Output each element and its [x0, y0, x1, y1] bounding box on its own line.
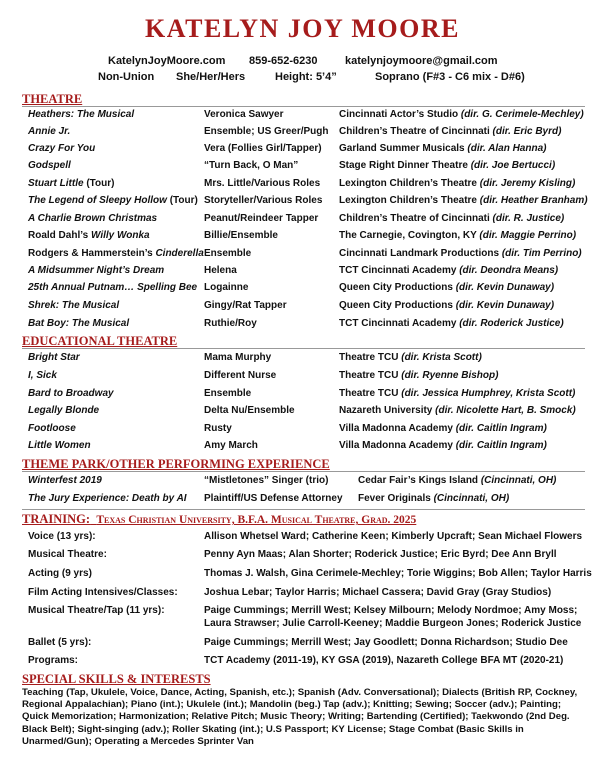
show-title: The Jury Experience: Death by AI	[28, 493, 187, 504]
role: Billie/Ensemble	[204, 230, 278, 241]
credit-row	[0, 126, 605, 143]
role: “Mistletones” Singer (trio)	[204, 475, 329, 486]
section-theme-park-heading: THEME PARK/OTHER PERFORMING EXPERIENCE	[22, 457, 330, 471]
credit-row	[0, 160, 605, 177]
director: (dir. Kevin Dunaway)	[455, 300, 555, 311]
show-title: A Charlie Brown Christmas	[28, 213, 158, 224]
venue-name: Queen City Productions	[339, 300, 453, 311]
venue	[339, 178, 575, 189]
training-value: Penny Ayn Maas; Alan Shorter; Roderick Justice; Eric Byrd; Dee Ann Bryll	[204, 549, 557, 560]
role: Storyteller/Various Roles	[204, 195, 323, 206]
show-title	[28, 195, 198, 206]
show-name: The Legend of Sleepy Hollow	[28, 195, 167, 206]
role: Veronica Sawyer	[204, 109, 284, 120]
venue	[358, 493, 509, 504]
show-title: I, Sick	[28, 370, 57, 381]
venue	[339, 352, 482, 363]
show-title: Crazy For You	[28, 143, 96, 154]
show-title	[28, 248, 204, 259]
venue	[339, 388, 575, 399]
venue-name: Theatre TCU	[339, 388, 399, 399]
training-label: Voice (13 yrs):	[28, 531, 96, 542]
show-title: 25th Annual Putnam… Spelling Bee	[28, 282, 198, 293]
venue-name: TCT Cincinnati Academy	[339, 318, 457, 329]
show-title: Heathers: The Musical	[28, 109, 135, 120]
venue-name: TCT Cincinnati Academy	[339, 265, 457, 276]
show-title: Little Women	[28, 440, 91, 451]
credit-row	[0, 109, 605, 126]
show-title: Godspell	[28, 160, 71, 171]
director: (dir. Jessica Humphrey, Krista Scott)	[401, 388, 576, 399]
divider	[22, 348, 585, 349]
divider	[22, 106, 585, 107]
venue-name: Fever Originals	[358, 493, 431, 504]
venue-name: Lexington Children’s Theatre	[339, 195, 477, 206]
resume-name: KATELYN JOY MOORE	[145, 14, 460, 43]
role: Mama Murphy	[204, 352, 272, 363]
role: Ensemble; US Greer/Pugh	[204, 126, 329, 137]
training-label: Film Acting Intensives/Classes:	[28, 587, 178, 598]
role: Mrs. Little/Various Roles	[204, 178, 321, 189]
show-note: (Tour)	[86, 178, 115, 189]
role: Gingy/Rat Tapper	[204, 300, 287, 311]
training-value: Paige Cummings; Merrill West; Kelsey Milbourn; Melody Nordmoe; Amy Moss;	[204, 605, 578, 616]
credit-row	[0, 178, 605, 195]
venue-name: Nazareth University	[339, 405, 433, 416]
credit-row	[0, 300, 605, 317]
phone: 859-652-6230	[249, 55, 318, 67]
director: (dir. Maggie Perrino)	[479, 230, 577, 241]
venue	[358, 475, 556, 486]
director: (dir. Jeremy Kisling)	[479, 178, 576, 189]
role: Delta Nu/Ensemble	[204, 405, 295, 416]
role: Ensemble	[204, 388, 252, 399]
venue	[339, 370, 498, 381]
director: (dir. Deondra Means)	[459, 265, 559, 276]
credit-row	[0, 475, 605, 492]
union-status: Non-Union	[98, 71, 155, 83]
section-theatre-heading: THEATRE	[22, 92, 83, 106]
role: Ruthie/Roy	[204, 318, 257, 329]
venue-name: The Carnegie, Covington, KY	[339, 230, 477, 241]
show-title: Footloose	[28, 423, 76, 434]
role: Amy March	[204, 440, 258, 451]
venue	[339, 405, 576, 416]
venue	[339, 126, 561, 137]
venue	[339, 143, 546, 154]
director: (dir. Eric Byrd)	[492, 126, 562, 137]
show-title: Bat Boy: The Musical	[28, 318, 130, 329]
divider	[22, 509, 585, 510]
email[interactable]: katelynjoymoore@gmail.com	[345, 55, 498, 67]
venue	[339, 213, 564, 224]
venue	[339, 318, 564, 329]
venue-name: Theatre TCU	[339, 370, 399, 381]
role: Helena	[204, 265, 237, 276]
training-label: TRAINING:	[22, 512, 91, 526]
show-title: Winterfest 2019	[28, 475, 102, 486]
venue-name: Cedar Fair’s Kings Island	[358, 475, 479, 486]
show-title: Legally Blonde	[28, 405, 100, 416]
credit-row	[0, 230, 605, 247]
show-prefix: Roald Dahl’s	[28, 230, 89, 241]
credit-row	[0, 195, 605, 212]
training-value: Thomas J. Walsh, Gina Cerimele-Mechley; Torie Wiggins; Bob Allen; Taylor Harris	[204, 568, 592, 579]
skills-line: Teaching (Tap, Ukulele, Voice, Dance, Acting, Spanish, etc.); Spanish (Adv. Conversational); Dialects (British RP, Cockney,	[22, 687, 578, 698]
credit-row	[0, 282, 605, 299]
role: Rusty	[204, 423, 232, 434]
role: Vera (Follies Girl/Tapper)	[204, 143, 322, 154]
skills-paragraph	[22, 687, 587, 748]
show-name: Cinderella	[155, 248, 204, 259]
show-title	[28, 178, 114, 189]
venue-name: Stage Right Dinner Theatre	[339, 160, 468, 171]
credit-row	[0, 213, 605, 230]
director: (dir. Caitlin Ingram)	[455, 440, 547, 451]
role: Peanut/Reindeer Tapper	[204, 213, 319, 224]
credit-row	[0, 248, 605, 265]
skills-line: Unarmed/Gun); Operating a Mercedes Sprinter Van	[22, 735, 254, 747]
venue	[339, 423, 547, 434]
skills-line: Black Belt); Sight-singing (adv.); Roller Skating (int.); U.S Passport; KY License; Stage Combat (Basic Skills in	[22, 723, 524, 735]
venue-name: Lexington Children’s Theatre	[339, 178, 477, 189]
training-label: Acting (9 yrs)	[28, 568, 92, 579]
skills-line: Regional Appalachian); Piano (int.); Ukulele (int.); Mandolin (beg.) Tap (adv.); Knitting; Sewing; Soccer (adv.); Painting;	[22, 699, 562, 711]
credit-row	[0, 370, 605, 387]
venue-name: Children’s Theatre of Cincinnati	[339, 126, 490, 137]
training-value-continued: Laura Strawser; Julie Carroll-Keeney; Maddie Burgeon Jones; Roderick Justice	[204, 618, 582, 629]
show-title: Shrek: The Musical	[28, 300, 120, 311]
venue-name: Garland Summer Musicals	[339, 143, 465, 154]
director: (dir. Tim Perrino)	[501, 248, 582, 259]
venue-name: Queen City Productions	[339, 282, 453, 293]
director: (dir. Nicolette Hart, B. Smock)	[435, 405, 576, 416]
role: Plaintiff/US Defense Attorney	[204, 493, 343, 504]
director: (dir. Krista Scott)	[401, 352, 482, 363]
venue	[339, 282, 554, 293]
venue	[339, 195, 588, 206]
training-school: Texas Christian University, B.F.A. Musical Theatre, Grad. 2025	[96, 514, 417, 526]
venue-name: Theatre TCU	[339, 352, 399, 363]
show-title: Bright Star	[28, 352, 80, 363]
training-label: Musical Theatre/Tap (11 yrs):	[28, 605, 165, 616]
skills-line: Quick Memorization; Harmonization; Relative Pitch; Music Theory; Writing; Bartending (Certified); Taekwondo (2nd Deg.	[22, 711, 570, 723]
credit-row	[0, 388, 605, 405]
show-title: Bard to Broadway	[28, 388, 114, 399]
location: (Cincinnati, OH)	[433, 493, 510, 504]
role: Ensemble	[204, 248, 252, 259]
venue	[339, 109, 584, 120]
role: Logainne	[204, 282, 249, 293]
training-label: Musical Theatre:	[28, 549, 107, 560]
credit-row	[0, 423, 605, 440]
show-title: A Midsummer Night’s Dream	[28, 265, 165, 276]
location: (Cincinnati, OH)	[480, 475, 557, 486]
training-value: TCT Academy (2011-19), KY GSA (2019), Nazareth College BFA MT (2020-21)	[204, 655, 564, 666]
show-name: Stuart Little	[28, 178, 84, 189]
venue-name: Villa Madonna Academy	[339, 423, 453, 434]
role: Different Nurse	[204, 370, 277, 381]
director: (dir. Heather Branham)	[479, 195, 588, 206]
director: (dir. Ryenne Bishop)	[401, 370, 499, 381]
voice-type: Soprano (F#3 - C6 mix - D#6)	[375, 71, 525, 83]
training-value: Joshua Lebar; Taylor Harris; Michael Cassera; David Gray (Gray Studios)	[204, 587, 552, 598]
training-label: Ballet (5 yrs):	[28, 637, 92, 648]
training-value: Paige Cummings; Merrill West; Jay Goodlett; Donna Richardson; Studio Dee	[204, 637, 568, 648]
section-educational-heading: EDUCATIONAL THEATRE	[22, 334, 178, 348]
venue	[339, 300, 554, 311]
director: (dir. Roderick Justice)	[459, 318, 564, 329]
venue-name: Children’s Theatre of Cincinnati	[339, 213, 490, 224]
show-note: (Tour)	[169, 195, 198, 206]
show-prefix: Rodgers & Hammerstein’s	[28, 248, 153, 259]
website[interactable]: KatelynJoyMoore.com	[108, 55, 226, 67]
show-title: Annie Jr.	[28, 126, 71, 137]
height: Height: 5’4”	[275, 71, 337, 83]
training-label: Programs:	[28, 655, 79, 666]
training-value: Allison Whetsel Ward; Catherine Keen; Kimberly Upcraft; Sean Michael Flowers	[204, 531, 583, 542]
venue	[339, 440, 547, 451]
venue	[339, 230, 576, 241]
credit-row	[0, 440, 605, 457]
show-title	[28, 230, 150, 241]
venue	[339, 265, 558, 276]
venue-name: Cincinnati Actor’s Studio	[339, 109, 459, 120]
venue-name: Villa Madonna Academy	[339, 440, 453, 451]
credit-row	[0, 352, 605, 369]
section-skills-heading: SPECIAL SKILLS & INTERESTS	[22, 672, 211, 686]
role: “Turn Back, O Man”	[204, 160, 299, 171]
director: (dir. Joe Bertucci)	[470, 160, 556, 171]
credit-row	[0, 405, 605, 422]
credit-row	[0, 143, 605, 160]
director: (dir. G. Cerimele-Mechley)	[460, 109, 584, 120]
section-training-heading	[22, 512, 416, 527]
director: (dir. Caitlin Ingram)	[455, 423, 547, 434]
director: (dir. R. Justice)	[492, 213, 565, 224]
credit-row	[0, 493, 605, 510]
venue	[339, 160, 555, 171]
venue	[339, 248, 582, 259]
pronouns: She/Her/Hers	[176, 71, 246, 83]
credit-row	[0, 265, 605, 282]
director: (dir. Alan Hanna)	[467, 143, 547, 154]
venue-name: Cincinnati Landmark Productions	[339, 248, 500, 259]
show-name: Willy Wonka	[90, 230, 150, 241]
divider	[22, 471, 585, 472]
director: (dir. Kevin Dunaway)	[455, 282, 555, 293]
credit-row	[0, 318, 605, 335]
